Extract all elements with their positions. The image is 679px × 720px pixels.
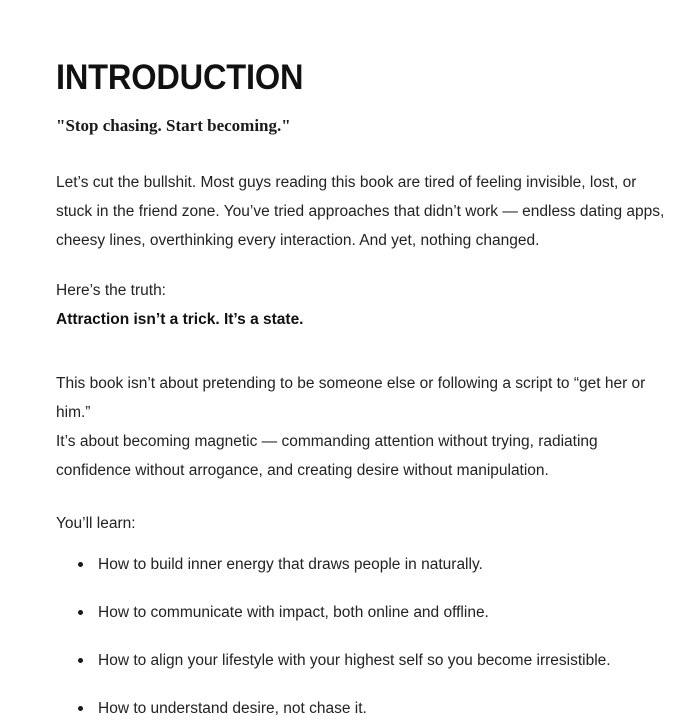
intro-paragraph: Let’s cut the bullshit. Most guys reading this book are tired of feeling invisible, lost, or stuck in the friend zone. You’ve tried approaches that didn’t work — endless dating apps, cheesy lines, overthinking every interaction. And yet, nothing changed. xyxy=(56,174,665,249)
list-item-label: How to align your lifestyle with your highest self so you become irresistible. xyxy=(98,652,611,669)
list-item-label: How to build inner energy that draws people in naturally. xyxy=(98,556,483,573)
about-paragraph xyxy=(56,334,669,485)
bullet-dot-icon xyxy=(78,706,83,711)
truth-emphasis-text: Attraction isn’t a trick. It’s a state. xyxy=(56,311,304,328)
about-paragraph-line-2: It’s about becoming magnetic — commanding attention without trying, radiating confidence without arrogance, and creating desire without manipulation. xyxy=(56,433,598,479)
bullet-dot-icon xyxy=(78,610,83,615)
list-item xyxy=(56,649,669,672)
truth-block xyxy=(56,255,669,334)
epigraph-quote: "Stop chasing. Start becoming." xyxy=(56,116,291,135)
about-paragraph-line-1: This book isn’t about pretending to be someone else or following a script to “get her or him.” xyxy=(56,375,646,421)
list-item-label: How to understand desire, not chase it. xyxy=(98,700,367,717)
truth-lead-text: Here’s the truth: xyxy=(56,282,166,299)
list-item xyxy=(56,553,669,576)
list-item-label: How to communicate with impact, both online and offline. xyxy=(98,604,489,621)
bullet-dot-icon xyxy=(78,562,83,567)
list-item xyxy=(56,601,669,624)
chapter-title: INTRODUCTION xyxy=(56,58,304,97)
list-item xyxy=(56,697,669,720)
learn-list xyxy=(56,538,669,720)
bullet-dot-icon xyxy=(78,658,83,663)
learn-lead-text: You’ll learn: xyxy=(56,515,136,532)
